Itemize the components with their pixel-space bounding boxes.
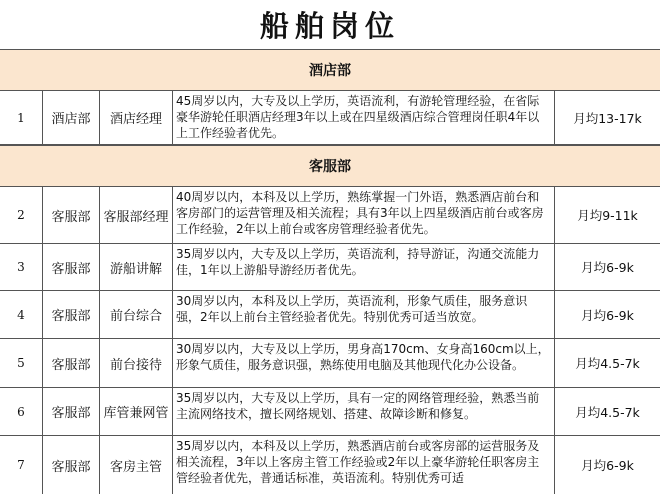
row-position: 酒店经理	[100, 91, 173, 144]
row-index: 5	[0, 339, 43, 387]
table-row	[0, 91, 660, 145]
row-index: 4	[0, 291, 43, 338]
row-salary: 月均6-9k	[581, 458, 634, 473]
row-salary: 月均9-11k	[577, 208, 638, 223]
row-salary: 月均6-9k	[581, 307, 634, 323]
row-department: 客服部	[43, 436, 100, 494]
row-index: 1	[0, 91, 43, 144]
row-department: 客服部	[43, 187, 100, 243]
row-requirement: 35周岁以内，本科及以上学历，熟悉酒店前台或客房部的运营服务及相关流程，3年以上客房主管工作经验或2年以上豪华游轮任职客房主管经验者优先，普通话标准，英语流利。特别优秀可适	[173, 436, 555, 494]
row-index: 7	[0, 436, 43, 494]
row-requirement: 45周岁以内，大专及以上学历，英语流利，有游轮管理经验，在省际豪华游轮任职酒店经理3年以上或在四星级酒店综合管理岗任职4年以上工作经验者优先。	[173, 91, 555, 144]
table-row	[0, 388, 660, 436]
row-index: 3	[0, 244, 43, 290]
row-index: 2	[0, 187, 43, 243]
row-department: 酒店部	[43, 91, 100, 144]
row-salary: 月均6-9k	[581, 260, 634, 275]
table-row	[0, 339, 660, 388]
row-requirement: 40周岁以内，本科及以上学历，熟练掌握一门外语，熟悉酒店前台和客房部门的运营管理及相关流程；具有3年以上四星级酒店前台或客房工作经验，2年以上前台或客房管理经验者优先。	[173, 187, 555, 243]
row-requirement: 35周岁以内，大专及以上学历，具有一定的网络管理经验，熟悉当前主流网络技术，擅长网络规划、搭建、故障诊断和修复。	[173, 388, 555, 435]
table-row	[0, 291, 660, 339]
row-salary: 月均13-17k	[573, 110, 642, 126]
table-row	[0, 244, 660, 291]
row-index: 6	[0, 388, 43, 435]
row-requirement: 30周岁以内，大专及以上学历，男身高170cm、女身高160cm以上，形象气质佳，服务意识强，熟练使用电脑及其他现代化办公设备。	[173, 339, 555, 387]
page-title: 船舶岗位	[0, 0, 660, 49]
row-department: 客服部	[43, 339, 100, 387]
section-header-hotel: 酒店部	[0, 49, 660, 91]
positions-table	[0, 49, 660, 494]
row-position: 客房主管	[100, 436, 173, 494]
row-salary: 月均4.5-7k	[575, 356, 640, 371]
table-row	[0, 436, 660, 494]
row-position: 前台接待	[100, 339, 173, 387]
row-department: 客服部	[43, 291, 100, 338]
table-row	[0, 187, 660, 244]
row-position: 游船讲解	[100, 244, 173, 290]
row-position: 库管兼网管	[100, 388, 173, 435]
row-requirement: 30周岁以内，本科及以上学历，英语流利，形象气质佳，服务意识强，2年以上前台主管经验者优先。特别优秀可适当放宽。	[173, 291, 555, 338]
row-salary: 月均4.5-7k	[575, 404, 640, 420]
row-department: 客服部	[43, 244, 100, 290]
row-department: 客服部	[43, 388, 100, 435]
section-header-customer-service: 客服部	[0, 145, 660, 187]
row-requirement: 35周岁以内，大专及以上学历，英语流利，持导游证，沟通交流能力佳，1年以上游船导游经历者优先。	[173, 244, 555, 290]
row-position: 前台综合	[100, 291, 173, 338]
row-position: 客服部经理	[100, 187, 173, 243]
